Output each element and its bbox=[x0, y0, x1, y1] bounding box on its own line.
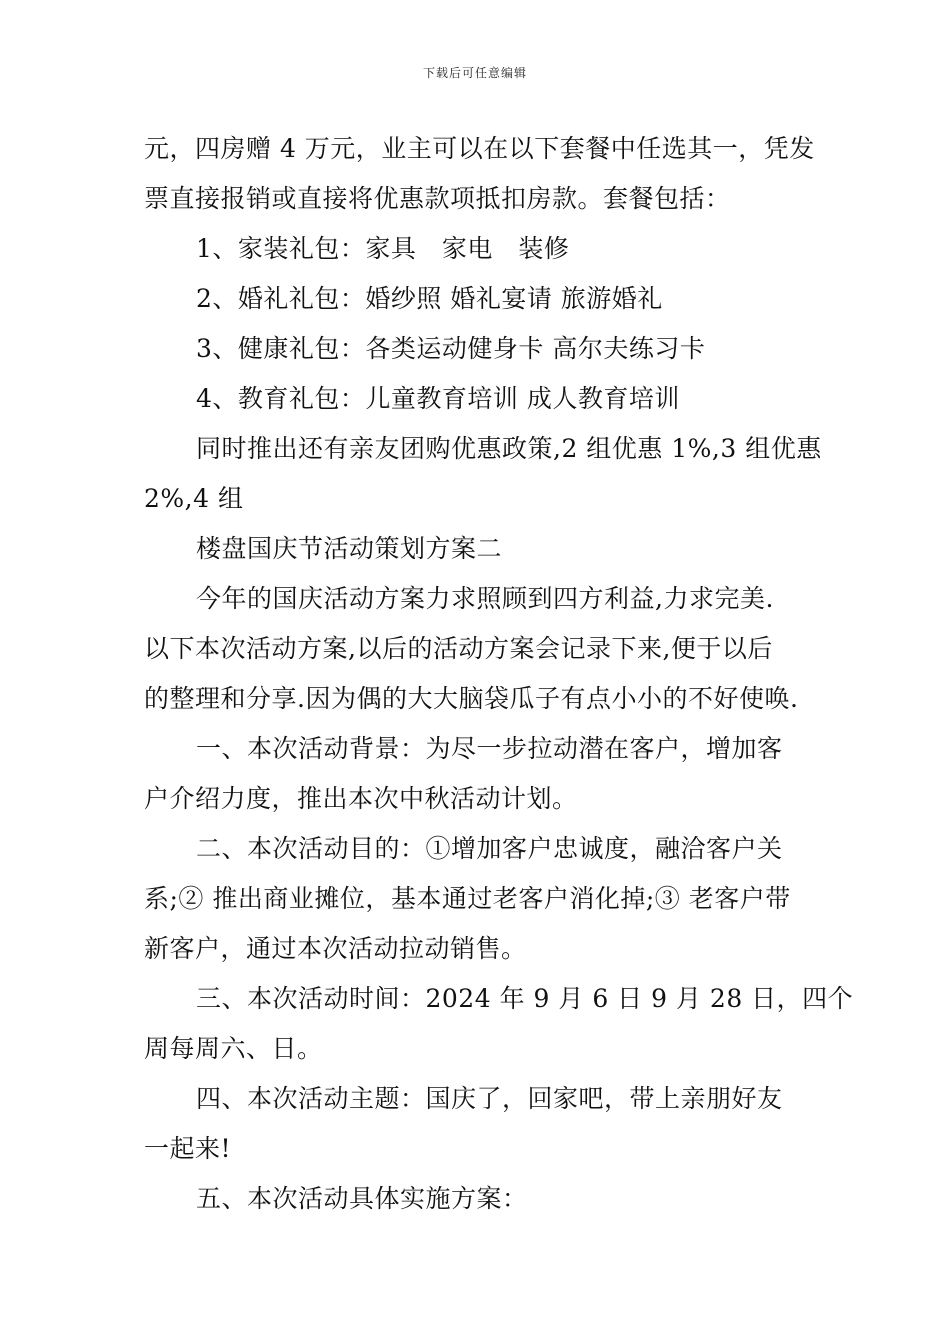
paragraph-start: 三、本次活动时间：2024 年 9 月 6 日 9 月 28 日，四个 bbox=[196, 984, 854, 1013]
paragraph-start: 今年的国庆活动方案力求照顾到四方利益,力求完美. bbox=[196, 584, 774, 613]
paragraph-start: 二、本次活动目的：①增加客户忠诚度，融洽客户关 bbox=[196, 834, 783, 863]
text-line: 系;② 推出商业摊位，基本通过老客户消化掉;③ 老客户带 bbox=[144, 884, 791, 913]
list-item: 2、婚礼礼包：婚纱照 婚礼宴请 旅游婚礼 bbox=[196, 284, 663, 313]
text-line: 以下本次活动方案,以后的活动方案会记录下来,便于以后 bbox=[144, 634, 773, 663]
text-line: 2%,4 组 bbox=[144, 484, 244, 513]
paragraph-start: 五、本次活动具体实施方案： bbox=[196, 1184, 528, 1213]
text-line: 新客户，通过本次活动拉动销售。 bbox=[144, 934, 527, 963]
text-line: 周每周六、日。 bbox=[144, 1034, 323, 1063]
list-item: 4、教育礼包：儿童教育培训 成人教育培训 bbox=[196, 384, 680, 413]
text-line: 元，四房赠 4 万元，业主可以在以下套餐中任选其一，凭发 bbox=[144, 134, 815, 163]
list-item: 3、健康礼包：各类运动健身卡 高尔夫练习卡 bbox=[196, 334, 706, 363]
text-line: 的整理和分享.因为偶的大大脑袋瓜子有点小小的不好使唤. bbox=[144, 684, 799, 713]
text-line: 票直接报销或直接将优惠款项抵扣房款。套餐包括： bbox=[144, 184, 731, 213]
page-header-note: 下载后可任意编辑 bbox=[422, 66, 527, 80]
paragraph-start: 同时推出还有亲友团购优惠政策,2 组优惠 1%,3 组优惠 bbox=[196, 434, 822, 463]
document-body bbox=[144, 124, 854, 1224]
paragraph-start: 四、本次活动主题：国庆了，回家吧，带上亲朋好友 bbox=[196, 1084, 783, 1113]
text-line: 户介绍力度，推出本次中秋活动计划。 bbox=[144, 784, 578, 813]
text-line: 一起来! bbox=[144, 1134, 232, 1163]
section-title: 楼盘国庆节活动策划方案二 bbox=[196, 534, 503, 563]
list-item: 1、家装礼包：家具 家电 装修 bbox=[196, 234, 570, 263]
paragraph-start: 一、本次活动背景：为尽一步拉动潜在客户，增加客 bbox=[196, 734, 783, 763]
